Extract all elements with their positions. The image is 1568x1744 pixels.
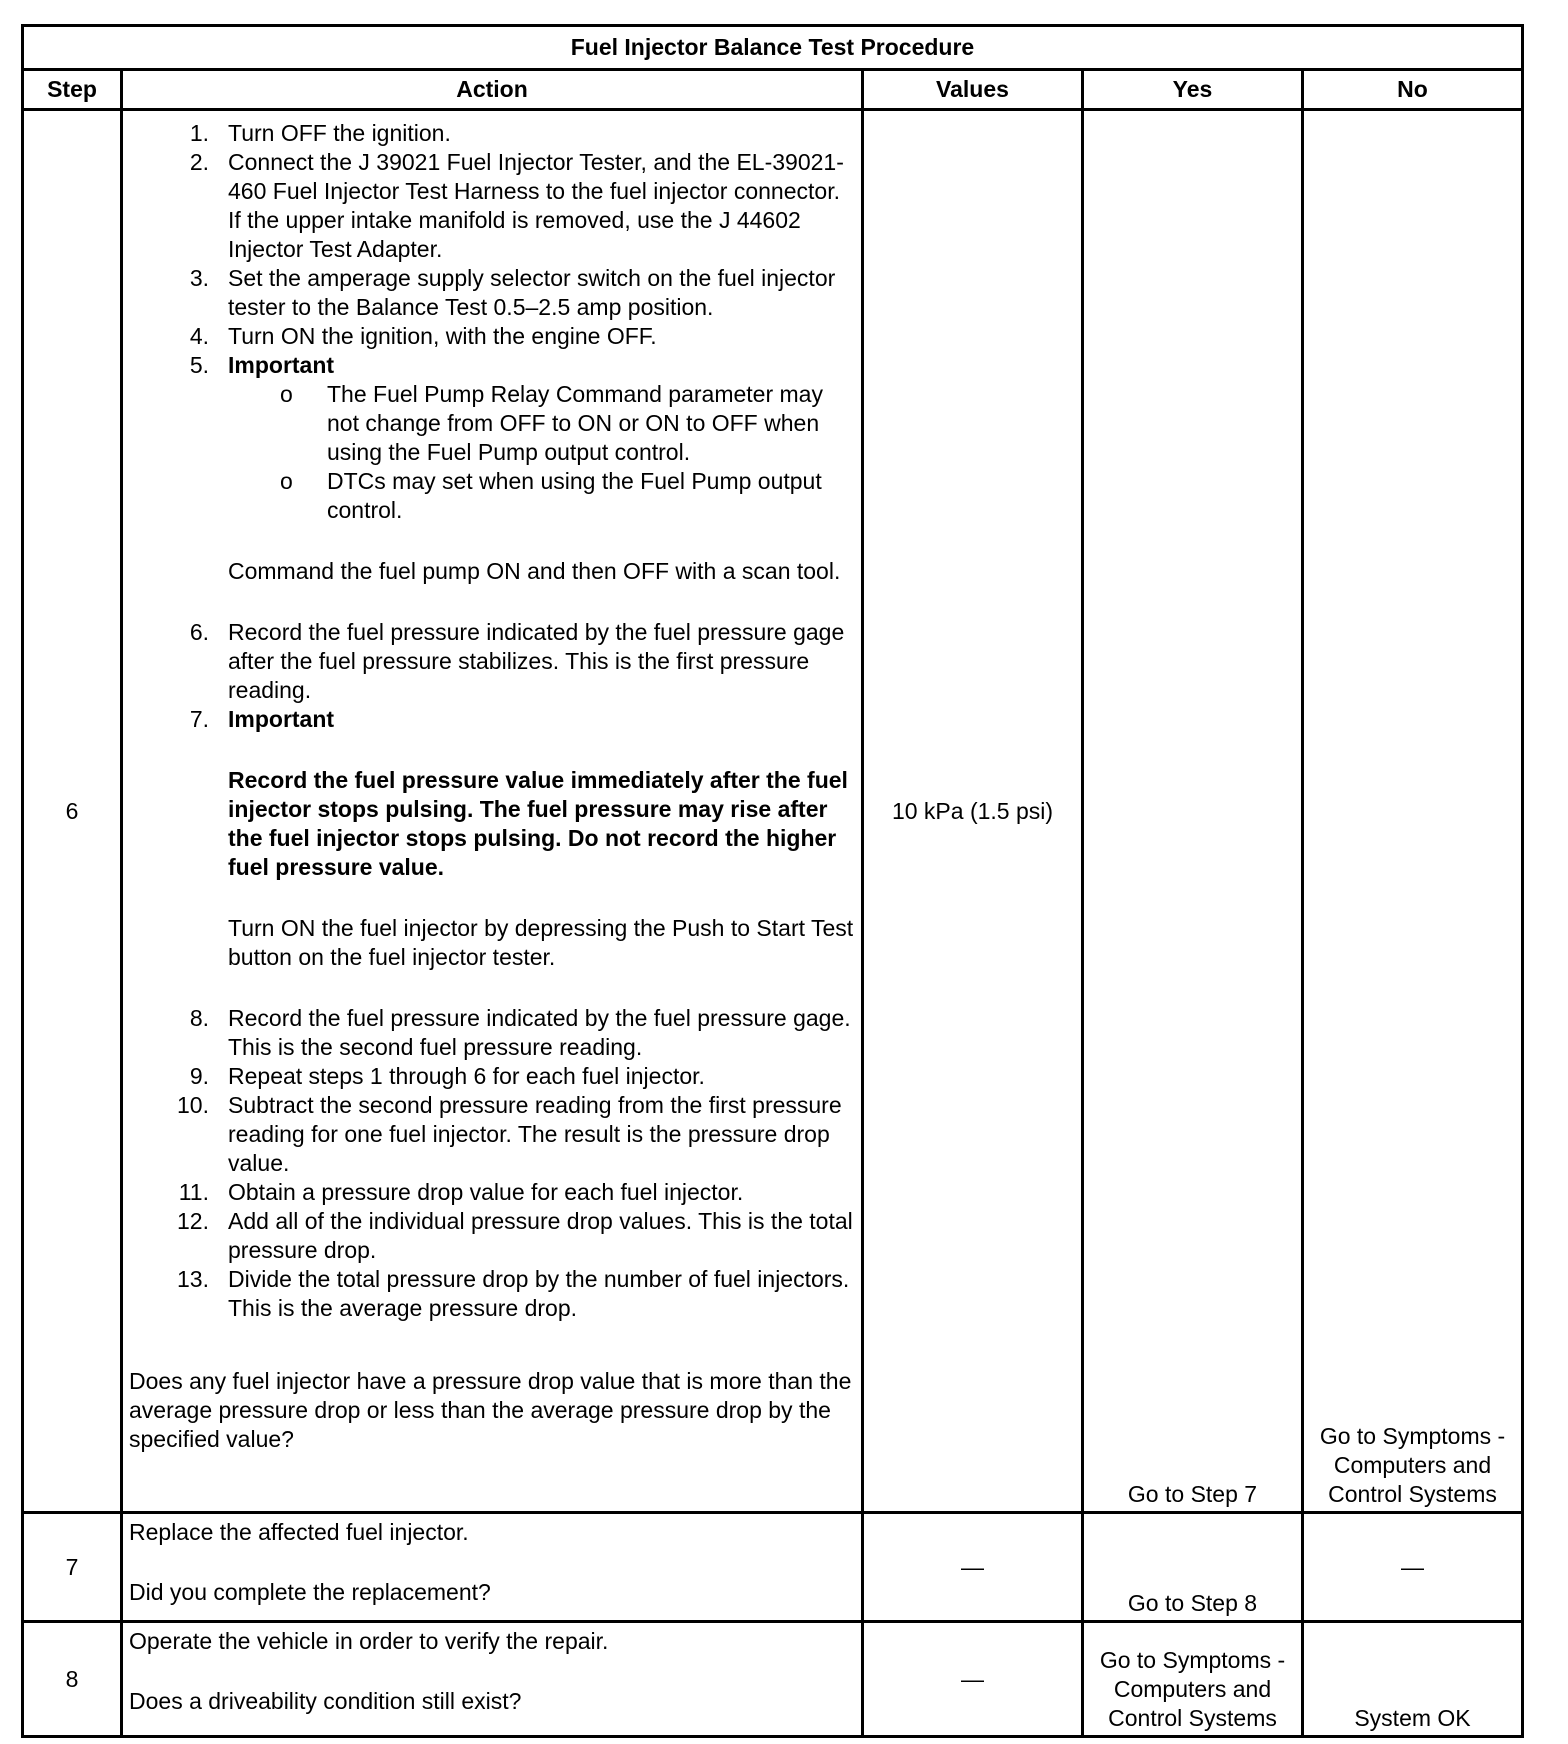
- procedure-table: [21, 24, 1524, 1738]
- header-no: No: [1303, 70, 1523, 110]
- list-item: 7. Important Record the fuel pressure value immediately after the fuel injector stops pulsing. The fuel pressure may rise after the fuel injector stops pulsing. Do not record the higher fuel pressure value. Turn ON the fuel injector by depressing the Push to Start Test button on the fuel injector tester.: [129, 705, 857, 1004]
- action-cell: [122, 1622, 863, 1737]
- important-label: Important: [228, 352, 335, 378]
- procedure-steps: [129, 119, 857, 1323]
- header-step: Step: [23, 70, 122, 110]
- table-row-step-6: [23, 110, 1523, 1513]
- list-item: 9. Repeat steps 1 through 6 for each fuel injector.: [189, 1063, 705, 1089]
- header-row: [23, 70, 1523, 110]
- step-question: Does any fuel injector have a pressure drop value that is more than the average pressure drop or less than the average pressure drop by the specified value?: [129, 1368, 852, 1452]
- yes-cell: Go to Step 8: [1083, 1513, 1303, 1622]
- bullet-item: o DTCs may set when using the Fuel Pump output control.: [280, 468, 822, 523]
- list-item: 3. Set the amperage supply selector switch on the fuel injector tester to the Balance Test 0.5–2.5 amp position.: [189, 265, 836, 320]
- table-row-step-7: [23, 1513, 1523, 1622]
- values-cell: —: [863, 1513, 1083, 1622]
- step-number: 6: [23, 110, 122, 1513]
- list-item: 11. Obtain a pressure drop value for each fuel injector.: [178, 1179, 744, 1205]
- action-cell: [122, 110, 863, 1513]
- bullet-item: o The Fuel Pump Relay Command parameter may not change from OFF to ON or ON to OFF when using the Fuel Pump output control.: [280, 381, 823, 465]
- action-text: Replace the affected fuel injector.: [129, 1519, 469, 1545]
- step-question: Does a driveability condition still exist?: [129, 1688, 522, 1714]
- header-action: Action: [122, 70, 863, 110]
- header-values: Values: [863, 70, 1083, 110]
- yes-cell: Go to Symptoms - Computers and Control Systems: [1083, 1622, 1303, 1737]
- list-item: 8. Record the fuel pressure indicated by the fuel pressure gage. This is the second fuel pressure reading.: [189, 1005, 851, 1060]
- no-cell: Go to Symptoms - Computers and Control Systems: [1303, 110, 1523, 1513]
- table-title: Fuel Injector Balance Test Procedure: [23, 26, 1523, 70]
- values-cell: —: [863, 1622, 1083, 1737]
- list-item: 12. Add all of the individual pressure drop values. This is the total pressure drop.: [177, 1208, 853, 1263]
- important-bullets: [228, 380, 857, 525]
- important-note: Record the fuel pressure value immediately after the fuel injector stops pulsing. The fuel pressure may rise after the fuel injector stops pulsing. Do not record the higher fuel pressure value.: [228, 767, 848, 880]
- action-cell: [122, 1513, 863, 1622]
- step-followup: Command the fuel pump ON and then OFF with a scan tool.: [228, 558, 841, 584]
- yes-cell: Go to Step 7: [1083, 110, 1303, 1513]
- header-yes: Yes: [1083, 70, 1303, 110]
- step-followup: Turn ON the fuel injector by depressing the Push to Start Test button on the fuel injector tester.: [228, 915, 854, 970]
- step-number: 8: [23, 1622, 122, 1737]
- list-item: 5. Important o The Fuel Pump Relay Command parameter may not change from OFF to ON or ON to OFF when using the Fuel Pump output control. o DTCs may set when using the Fuel Pump output control. Command the fuel pump ON and then OFF with a scan tool.: [129, 351, 857, 618]
- step-question: Did you complete the replacement?: [129, 1579, 491, 1605]
- step-number: 7: [23, 1513, 122, 1622]
- list-item: 10. Subtract the second pressure reading from the first pressure reading for one fuel injector. The result is the pressure drop value.: [177, 1092, 842, 1176]
- list-item: 13. Divide the total pressure drop by the number of fuel injectors. This is the average pressure drop.: [177, 1266, 850, 1321]
- list-item: 1. Turn OFF the ignition.: [189, 120, 451, 146]
- no-cell: —: [1303, 1513, 1523, 1622]
- list-item: 6. Record the fuel pressure indicated by the fuel pressure gage after the fuel pressure stabilizes. This is the first pressure reading.: [189, 619, 845, 703]
- title-row: [23, 26, 1523, 70]
- important-label: Important: [228, 706, 335, 732]
- table-row-step-8: [23, 1622, 1523, 1737]
- values-cell: 10 kPa (1.5 psi): [863, 110, 1083, 1513]
- list-item: 2. Connect the J 39021 Fuel Injector Tester, and the EL-39021-460 Fuel Injector Test Harness to the fuel injector connector. If the upper intake manifold is removed, use the J 44602 Injector Test Adapter.: [189, 149, 844, 262]
- list-item: 4. Turn ON the ignition, with the engine OFF.: [189, 323, 657, 349]
- no-cell: System OK: [1303, 1622, 1523, 1737]
- action-text: Operate the vehicle in order to verify the repair.: [129, 1628, 609, 1654]
